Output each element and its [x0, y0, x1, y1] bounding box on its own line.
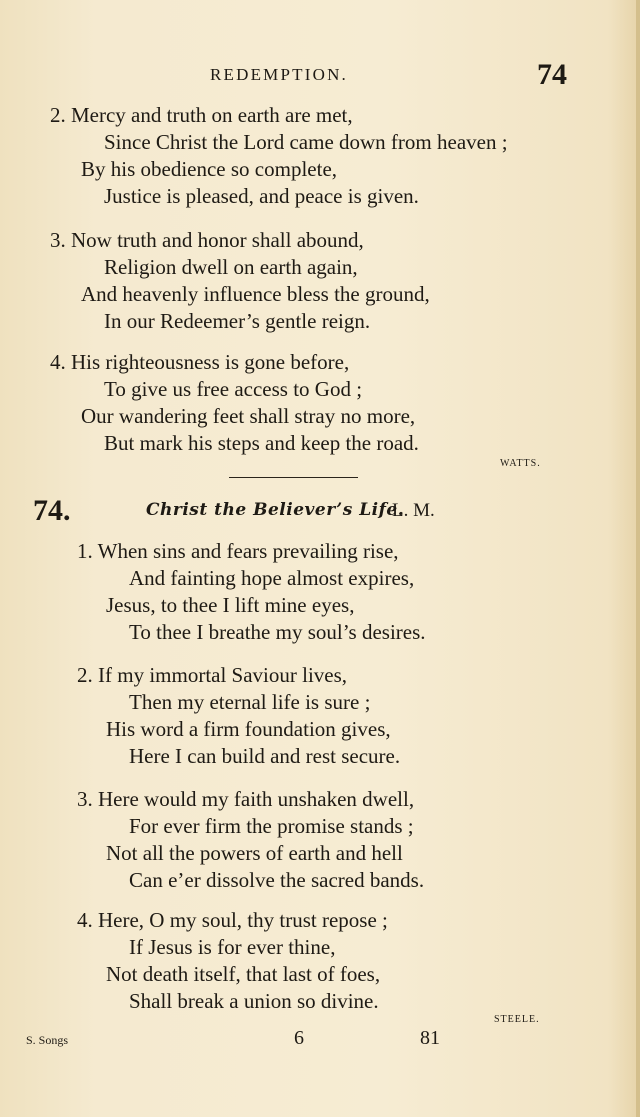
- footer-signature: S. Songs: [26, 1033, 69, 1047]
- verse-line: If Jesus is for ever thine,: [129, 935, 336, 959]
- verse-line: Shall break a union so divine.: [129, 989, 379, 1013]
- verse-line: Then my eternal life is sure ;: [129, 690, 371, 714]
- verse-line: And fainting hope almost expires,: [129, 566, 415, 590]
- hymn74-meter: L. M.: [392, 500, 435, 521]
- verse-line: To give us free access to God ;: [104, 377, 363, 401]
- verse-line: By his obedience so complete,: [81, 157, 338, 181]
- verse-line: Justice is pleased, and peace is given.: [104, 184, 419, 208]
- verse-line: Jesus, to thee I lift mine eyes,: [106, 593, 355, 617]
- running-head-hymn-number: 74: [537, 58, 567, 91]
- page-edge: [636, 0, 640, 1117]
- verse-line: 3. Here would my faith unshaken dwell,: [77, 787, 415, 811]
- verse-line: 2. If my immortal Saviour lives,: [77, 663, 348, 687]
- running-head: [0, 58, 640, 91]
- hymn73-author: WATTS.: [500, 458, 541, 469]
- verse-line: Since Christ the Lord came down from heaven ;: [104, 130, 508, 154]
- verse-line: In our Redeemer’s gentle reign.: [104, 309, 371, 333]
- footer-page-number: 81: [420, 1027, 440, 1049]
- hymn74-number: 74.: [33, 494, 71, 527]
- verse-line: But mark his steps and keep the road.: [104, 431, 419, 455]
- verse-line: 2. Mercy and truth on earth are met,: [50, 103, 353, 127]
- verse-line: Can e’er dissolve the sacred bands.: [129, 868, 425, 892]
- verse-line: Our wandering feet shall stray no more,: [81, 404, 416, 428]
- verse-line: To thee I breathe my soul’s desires.: [129, 620, 426, 644]
- footer-sheet-number: 6: [294, 1027, 304, 1049]
- verse-line: 4. Here, O my soul, thy trust repose ;: [77, 908, 388, 932]
- section-divider: [229, 477, 358, 478]
- verse-line: Not all the powers of earth and hell: [106, 841, 403, 865]
- verse-line: And heavenly influence bless the ground,: [81, 282, 430, 306]
- verse-line: Here I can build and rest secure.: [129, 744, 401, 768]
- running-head-title: REDEMPTION.: [210, 65, 349, 84]
- verse-line: Religion dwell on earth again,: [104, 255, 358, 279]
- verse-line: 4. His righteousness is gone before,: [50, 350, 350, 374]
- hymn74-title: Christ the Believer’s Life.: [146, 500, 405, 520]
- verse-line: 1. When sins and fears prevailing rise,: [77, 539, 399, 563]
- verse-line: 3. Now truth and honor shall abound,: [50, 228, 364, 252]
- verse-line: For ever firm the promise stands ;: [129, 814, 414, 838]
- verse-line: Not death itself, that last of foes,: [106, 962, 381, 986]
- verse-line: His word a firm foundation gives,: [106, 717, 391, 741]
- hymn74-author: STEELE.: [494, 1014, 540, 1025]
